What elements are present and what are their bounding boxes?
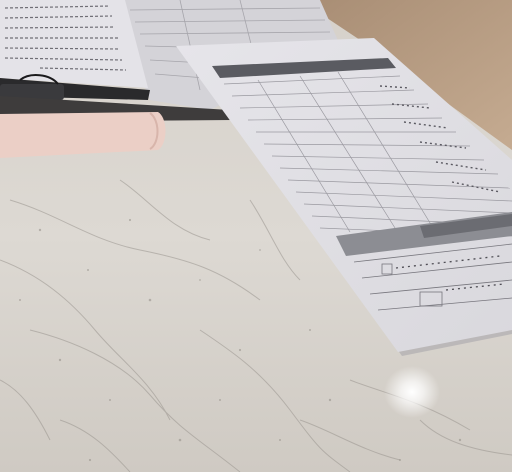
light-glare <box>384 366 440 418</box>
left-paper-sheet <box>0 0 148 88</box>
